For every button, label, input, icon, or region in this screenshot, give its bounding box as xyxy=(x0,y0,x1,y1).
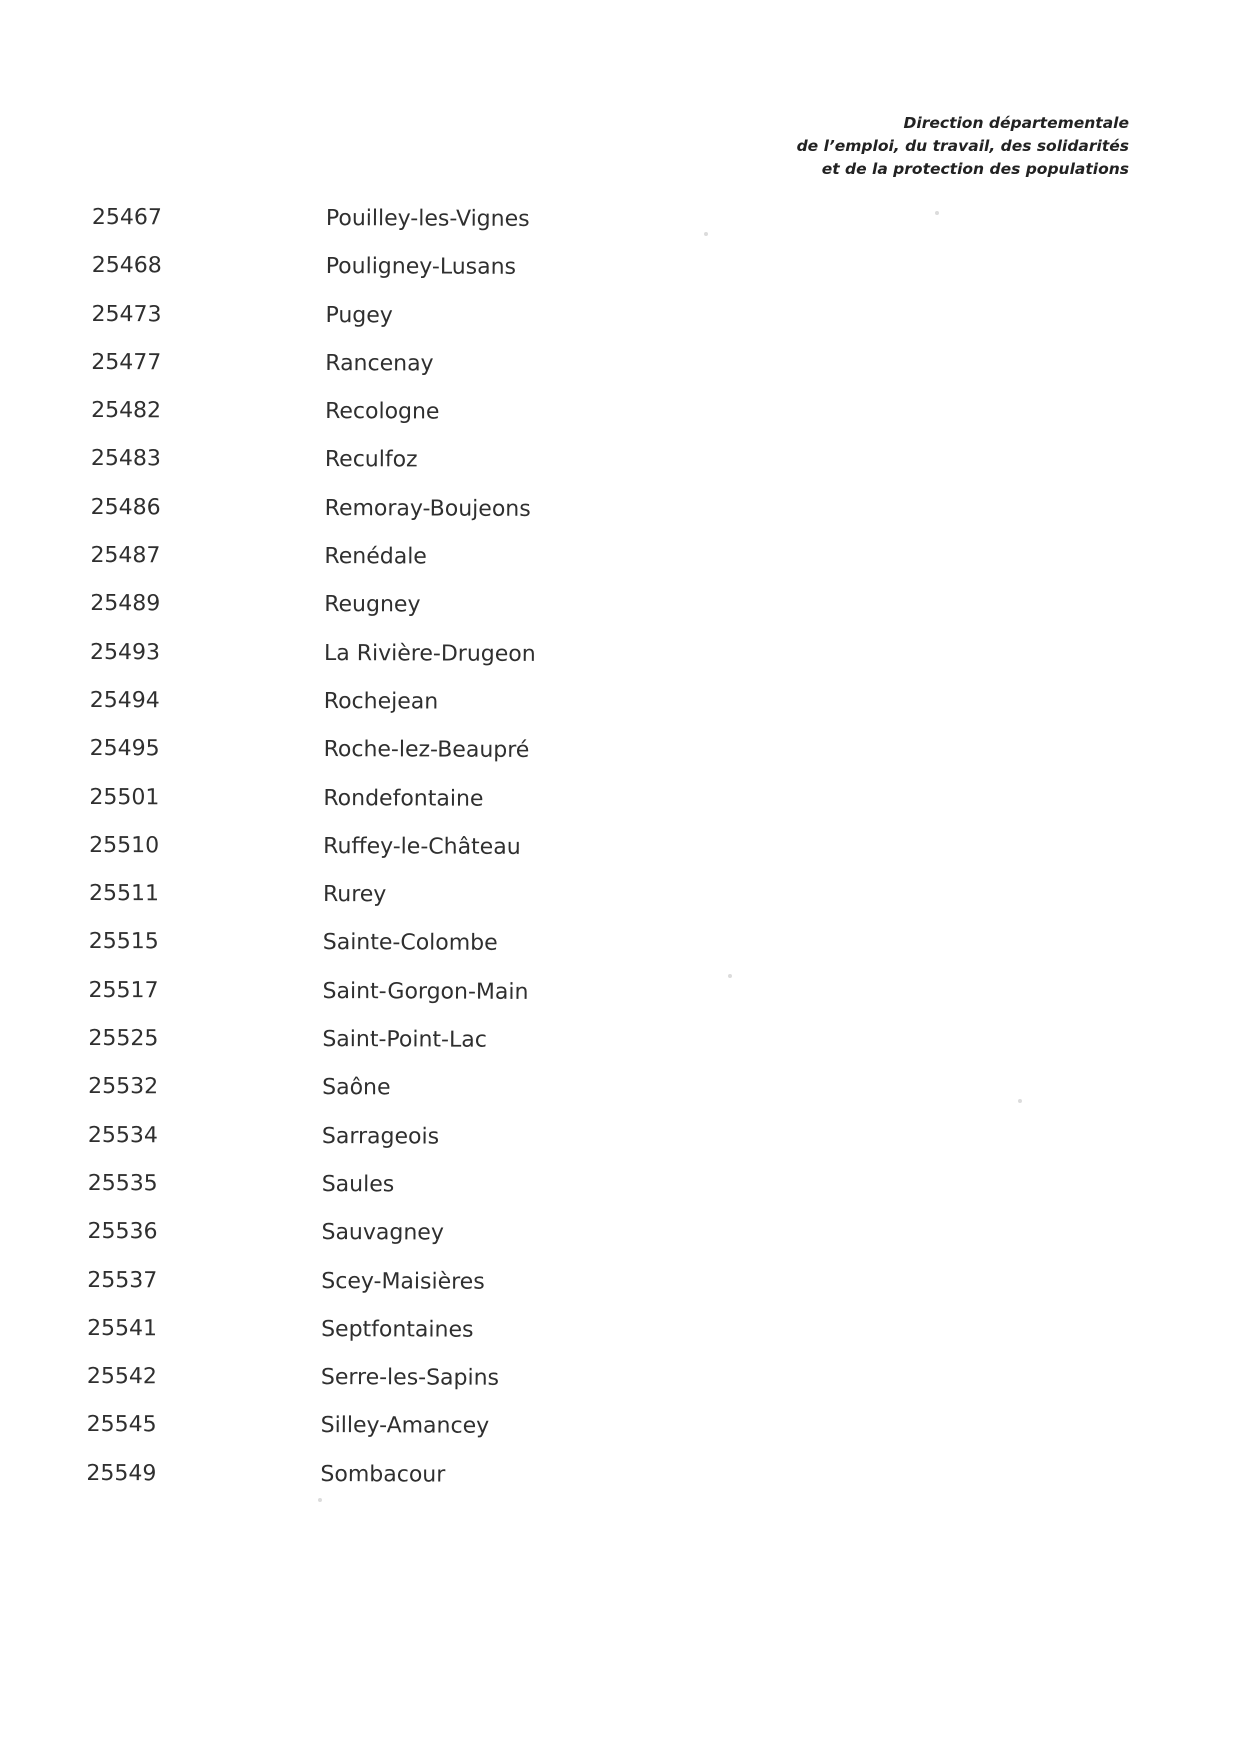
commune-name: Roche-lez-Beaupré xyxy=(323,737,530,764)
commune-code: 25549 xyxy=(86,1460,157,1487)
commune-code: 25501 xyxy=(89,784,160,810)
commune-name: Pugey xyxy=(325,302,393,328)
commune-name: Sainte-Colombe xyxy=(322,930,498,957)
commune-row xyxy=(92,204,538,254)
commune-name: Serre-les-Sapins xyxy=(320,1365,500,1391)
commune-code: 25515 xyxy=(88,929,159,955)
commune-name: Pouilley-les-Vignes xyxy=(325,206,530,232)
commune-row xyxy=(91,494,537,544)
commune-row xyxy=(89,880,535,930)
commune-name: Sombacour xyxy=(320,1461,446,1488)
commune-code: 25494 xyxy=(89,687,160,714)
commune-code: 25541 xyxy=(87,1315,158,1342)
commune-row xyxy=(88,1073,534,1123)
commune-code: 25483 xyxy=(90,446,161,472)
commune-name: Rondefontaine xyxy=(323,785,484,812)
commune-name: Sarrageois xyxy=(321,1123,440,1150)
scan-speck xyxy=(728,974,732,978)
commune-name: Reugney xyxy=(324,592,421,618)
commune-list xyxy=(86,204,537,1510)
commune-row xyxy=(88,1122,534,1172)
commune-row xyxy=(88,977,534,1027)
document-header xyxy=(797,112,1129,181)
commune-name: Remoray-Boujeons xyxy=(324,495,531,522)
commune-name: Rochejean xyxy=(323,688,439,715)
commune-name: Ruffey-le-Château xyxy=(323,833,521,860)
commune-row xyxy=(89,735,535,785)
commune-name: Septfontaines xyxy=(321,1316,474,1343)
commune-row xyxy=(89,784,535,834)
commune-name: La Rivière-Drugeon xyxy=(323,640,536,667)
commune-row xyxy=(92,252,538,302)
commune-code: 25489 xyxy=(90,591,161,617)
commune-row xyxy=(87,1363,533,1413)
commune-row xyxy=(91,445,537,495)
commune-code: 25467 xyxy=(91,204,162,231)
commune-code: 25534 xyxy=(87,1122,158,1148)
commune-code: 25477 xyxy=(91,349,162,376)
commune-name: Saint-Gorgon-Main xyxy=(322,978,529,1005)
commune-code: 25510 xyxy=(89,832,160,859)
commune-code: 25537 xyxy=(87,1267,158,1293)
commune-code: 25536 xyxy=(87,1219,158,1245)
commune-code: 25495 xyxy=(89,736,160,762)
commune-row xyxy=(88,1025,534,1075)
commune-name: Renédale xyxy=(324,544,427,570)
commune-name: Scey-Maisières xyxy=(321,1268,485,1295)
commune-name: Silley-Amancey xyxy=(320,1413,490,1440)
scan-speck xyxy=(704,232,708,236)
commune-code: 25545 xyxy=(86,1412,157,1438)
commune-row xyxy=(90,590,536,640)
commune-name: Sauvagney xyxy=(321,1220,444,1246)
commune-name: Rurey xyxy=(322,882,387,908)
commune-row xyxy=(90,639,536,689)
header-line-1: Direction départementale xyxy=(903,114,1129,132)
commune-row xyxy=(90,687,536,737)
commune-name: Reculfoz xyxy=(324,447,418,473)
commune-name: Recologne xyxy=(325,399,440,425)
commune-row xyxy=(87,1411,533,1461)
commune-name: Rancenay xyxy=(325,350,434,377)
commune-row xyxy=(91,301,537,351)
header-line-3: et de la protection des populations xyxy=(821,160,1129,178)
commune-row xyxy=(87,1267,533,1317)
commune-code: 25493 xyxy=(89,639,161,665)
commune-row xyxy=(88,1170,534,1220)
commune-row xyxy=(87,1315,533,1365)
commune-name: Saône xyxy=(322,1075,391,1101)
commune-code: 25535 xyxy=(87,1170,158,1197)
commune-code: 25517 xyxy=(88,977,159,1004)
commune-name: Saules xyxy=(321,1171,395,1198)
commune-code: 25532 xyxy=(88,1074,159,1100)
commune-code: 25468 xyxy=(91,253,162,279)
commune-row xyxy=(90,542,536,592)
commune-code: 25487 xyxy=(90,543,161,569)
commune-code: 25525 xyxy=(88,1026,159,1052)
commune-row xyxy=(89,928,535,978)
commune-code: 25473 xyxy=(91,301,162,327)
commune-name: Pouligney-Lusans xyxy=(325,254,517,281)
scan-speck xyxy=(1018,1099,1022,1103)
scan-speck xyxy=(935,211,939,215)
commune-code: 25482 xyxy=(91,398,162,424)
commune-row xyxy=(91,397,537,447)
commune-row xyxy=(86,1460,532,1510)
commune-row xyxy=(87,1218,533,1268)
commune-code: 25511 xyxy=(88,881,160,907)
header-line-2: de l’emploi, du travail, des solidarités xyxy=(796,137,1129,155)
scan-speck xyxy=(318,1498,322,1502)
commune-row xyxy=(89,832,535,882)
commune-row xyxy=(91,349,537,399)
commune-code: 25542 xyxy=(86,1364,157,1390)
commune-code: 25486 xyxy=(90,494,161,521)
commune-name: Saint-Point-Lac xyxy=(322,1027,487,1053)
